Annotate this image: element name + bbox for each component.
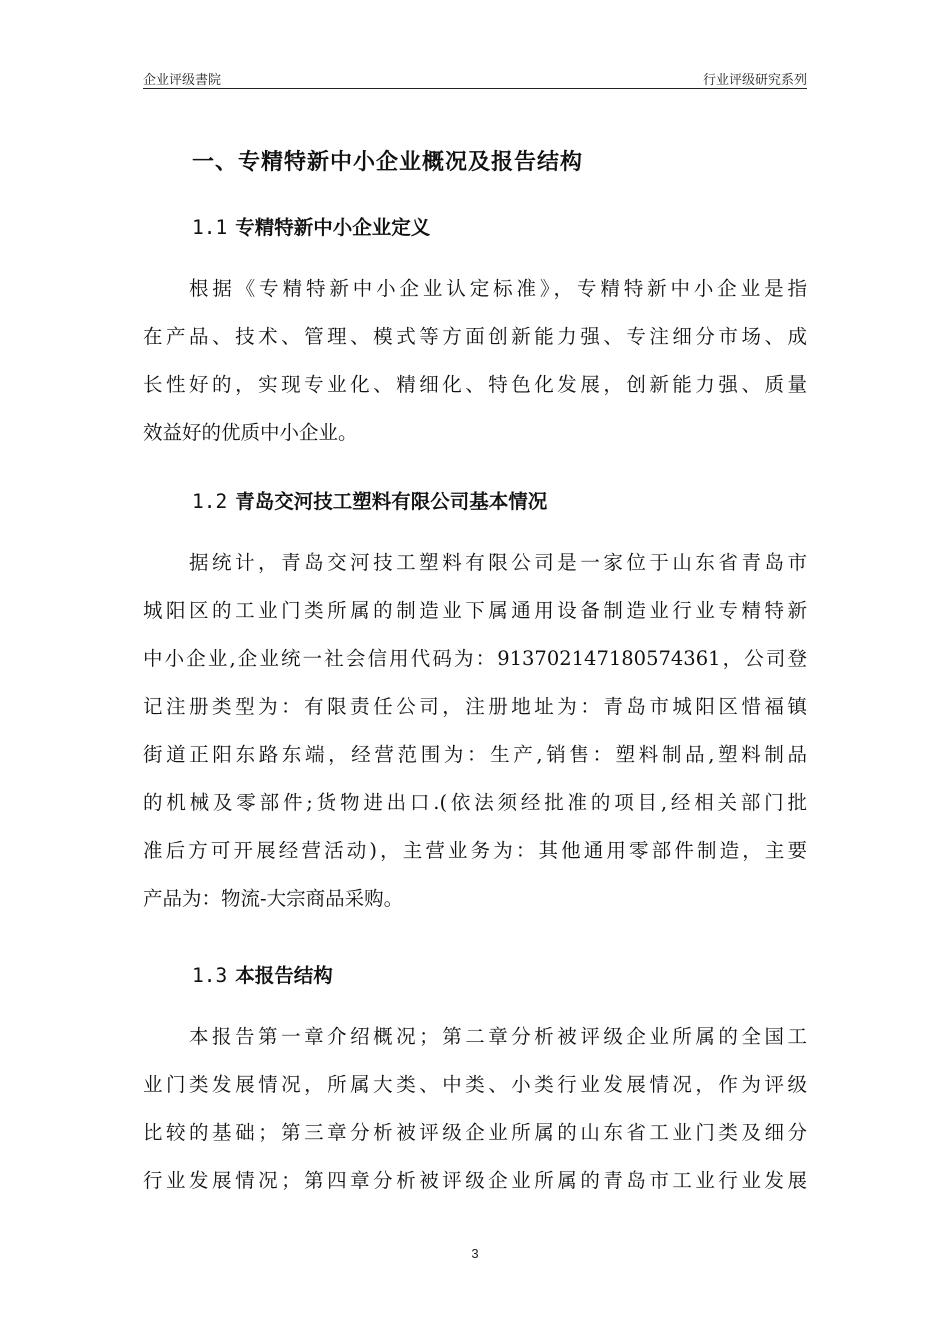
section-heading-report-structure <box>192 960 333 988</box>
paragraph-line: 街道正阳东路东端，经营范围为：生产,销售：塑料制品,塑料制品 <box>143 743 807 766</box>
paragraph-definition <box>143 265 807 457</box>
paragraph-line: 长性好的，实现专业化、精细化、特色化发展，创新能力强、质量 <box>143 373 807 396</box>
paragraph-line: 产品为：物流-大宗商品采购。 <box>143 887 404 910</box>
page-number: 3 <box>471 1246 479 1261</box>
paragraph-line: 业门类发展情况，所属大类、中类、小类行业发展情况，作为评级 <box>143 1073 807 1096</box>
paragraph-line: 根据《专精特新中小企业认定标准》，专精特新中小企业是指 <box>189 277 807 300</box>
paragraph-line: 准后方可开展经营活动)，主营业务为：其他通用零部件制造，主要 <box>143 839 807 862</box>
paragraph-company-info <box>143 539 807 923</box>
paragraph-line: 行业发展情况；第四章分析被评级企业所属的青岛市工业行业发展 <box>143 1169 807 1192</box>
section-title-text: 本报告结构 <box>235 964 333 987</box>
page-header <box>143 66 807 89</box>
paragraph-line: 中小企业,企业统一社会信用代码为：913702147180574361，公司登 <box>143 647 807 670</box>
paragraph-line: 在产品、技术、管理、模式等方面创新能力强、专注细分市场、成 <box>143 325 807 348</box>
chapter-title: 一、专精特新中小企业概况及报告结构 <box>192 150 584 175</box>
section-title-text: 青岛交河技工塑料有限公司基本情况 <box>235 490 548 513</box>
paragraph-line: 记注册类型为：有限责任公司，注册地址为：青岛市城阳区惜福镇 <box>143 695 807 718</box>
section-number: 1.3 <box>192 964 228 987</box>
header-series: 行业评级研究系列 <box>702 73 807 88</box>
paragraph-line: 本报告第一章介绍概况；第二章分析被评级企业所属的全国工 <box>189 1025 807 1048</box>
section-heading-company-info <box>192 486 547 514</box>
paragraph-line: 的机械及零部件;货物进出口.(依法须经批准的项目,经相关部门批 <box>143 791 807 814</box>
paragraph-line: 城阳区的工业门类所属的制造业下属通用设备制造业行业专精特新 <box>143 599 807 622</box>
paragraph-line: 比较的基础；第三章分析被评级企业所属的山东省工业门类及细分 <box>143 1121 807 1144</box>
section-heading-definition <box>192 212 430 240</box>
paragraph-line: 据统计，青岛交河技工塑料有限公司是一家位于山东省青岛市 <box>189 551 807 574</box>
section-title-text: 专精特新中小企业定义 <box>235 216 431 239</box>
paragraph-report-structure <box>143 1013 807 1205</box>
section-number: 1.2 <box>192 490 228 513</box>
paragraph-line: 效益好的优质中小企业。 <box>143 421 358 444</box>
section-number: 1.1 <box>192 216 228 239</box>
header-publisher: 企业评级書院 <box>143 73 222 88</box>
